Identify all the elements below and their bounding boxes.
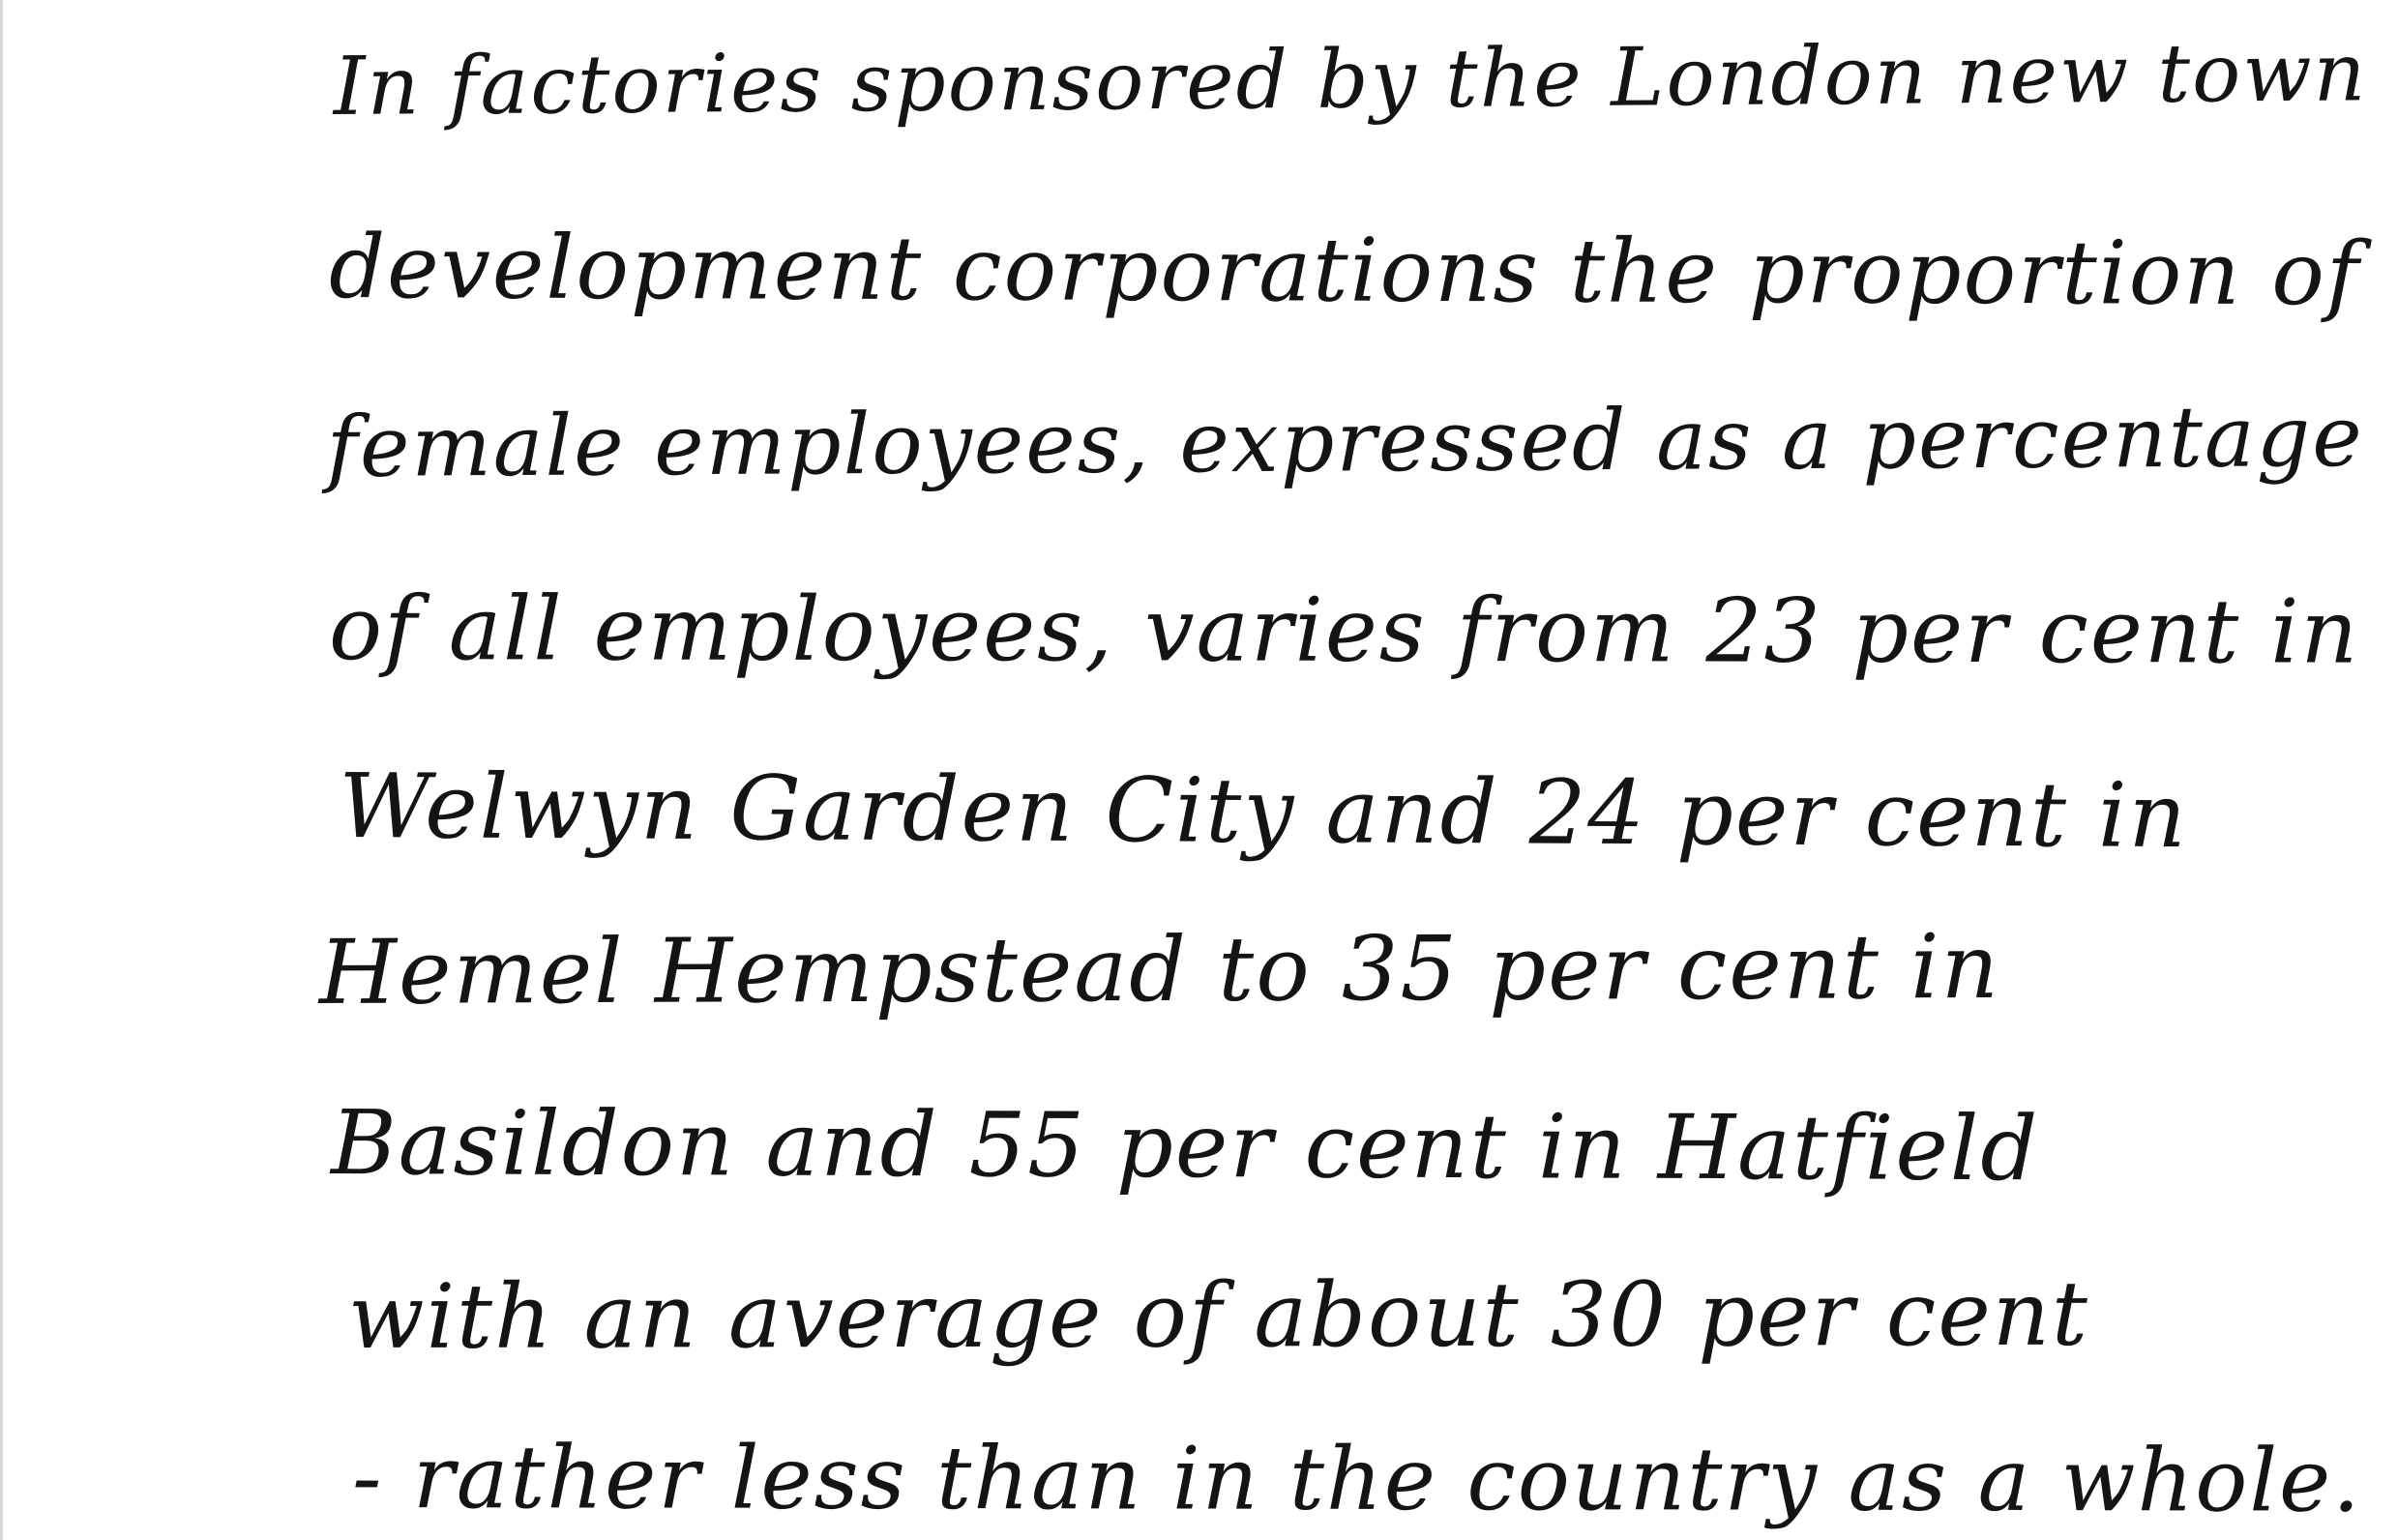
text-line-3: female employees, expressed as a percentage <box>326 387 2364 496</box>
text-line-4: of all employees, varies from 23 per cent in <box>328 577 2360 684</box>
text-line-1: In factories sponsored by the London new town <box>333 25 2368 133</box>
text-line-6: Hemel Hempstead to 35 per cent in <box>318 914 2001 1024</box>
text-line-8: with an average of about 30 per cent <box>347 1261 2090 1369</box>
text-line-5: Welwyn Garden City and 24 per cent in <box>338 755 2189 869</box>
text-line-9: - rather less than in the country as a whole. <box>351 1428 2362 1532</box>
text-line-7: Basildon and 55 per cent in Hatfield <box>330 1091 2040 1201</box>
text-line-2: development corporations the proportion of <box>328 217 2361 326</box>
page-edge <box>0 0 3 1540</box>
